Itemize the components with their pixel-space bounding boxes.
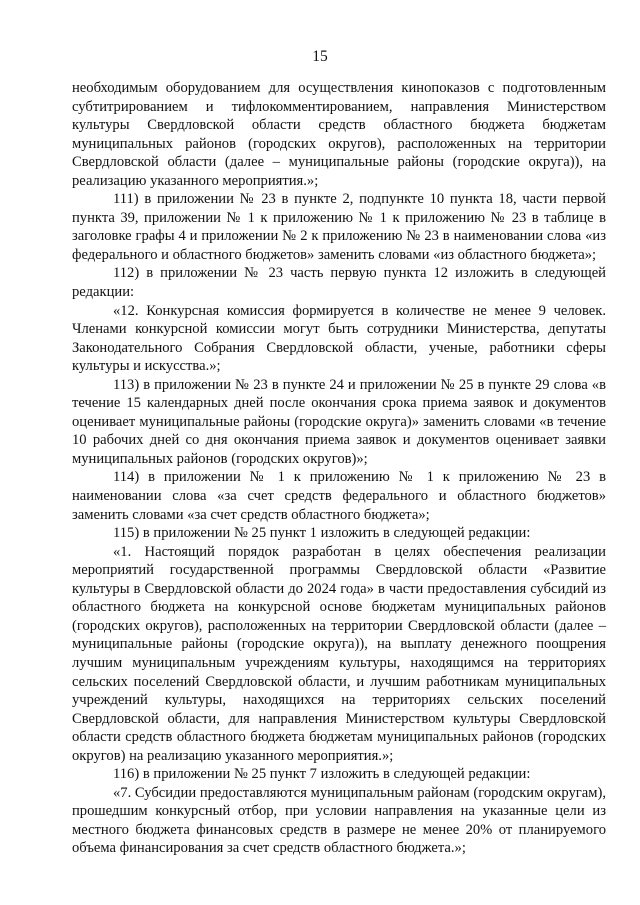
paragraph-quote-7: «7. Субсидии предоставляются муниципальным районам (городским округам), прошедшим конкурсный отбор, при условии направления на указанные цели из местного бюджета финансовых средств в размере не менее 20% от планируемого объема финансирования за счет средств областного бюджета.»; (72, 784, 606, 857)
document-body (72, 79, 606, 858)
paragraph-item-116: 116) в приложении № 25 пункт 7 изложить в следующей редакции: (113, 766, 531, 783)
paragraph-item-115: 115) в приложении № 25 пункт 1 изложить в следующей редакции: (113, 525, 531, 542)
paragraph-item-111: 111) в приложении № 23 в пункте 2, подпункте 10 пункта 18, части первой пункта 39, приложении № 1 к приложению № 1 к приложению № 23 в таблице в заголовке графы 4 и приложении № 2 к приложению № 23 в наименовании слова «из федерального и областного бюджетов» заменить словами «из областного бюджета»; (72, 191, 606, 263)
paragraph-quote-12: «12. Конкурсная комиссия формируется в количестве не менее 9 человек. Членами конкурсной комиссии могут быть сотрудники Министерства, депутаты Законодательного Собрания Свердловской области, ученые, работники сферы культуры и искусства.»; (72, 302, 606, 375)
paragraph-continuation: необходимым оборудованием для осуществления кинопоказов с подготовленным субтитрированием и тифлокомментированием, направления Министерством культуры Свердловской области средств областного бюджета бюджетам муниципальных районов (городских округов), расположенных на территории Свердловской области (далее – муниципальные районы (городские округа)), на реализацию указанного мероприятия.»; (72, 80, 606, 189)
page-number: 15 (312, 48, 328, 65)
paragraph-item-113: 113) в приложении № 23 в пункте 24 и приложении № 25 в пункте 29 слова «в течение 15 календарных дней после окончания срока приема заявок и документов оценивает муниципальные районы (городские округа)» заменить словами «в течение 10 рабочих дней со дня окончания приема заявок и документов оценивает заявки муниципальных районов (городских округов)»; (72, 376, 606, 467)
paragraph-item-114: 114) в приложении № 1 к приложению № 1 к приложению № 23 в наименовании слова «за счет средств федерального и областного бюджетов» заменить словами «за счет средств областного бюджета»; (72, 469, 606, 523)
paragraph-quote-1: «1. Настоящий порядок разработан в целях обеспечения реализации мероприятий государственной программы Свердловской области «Развитие культуры в Свердловской области до 2024 года» в части предоставления субсидий из областного бюджета на конкурсной основе бюджетам муниципальных районов (городских округов), расположенных на территории Свердловской области (далее – муниципальные районы (городские округа)), на выплату денежного поощрения лучшим муниципальным учреждениям культуры, находящимся на территориях сельских поселений Свердловской области, и лучшим работникам муниципальных учреждений культуры, находящихся на территориях сельских поселений Свердловской области, для направления Министерством культуры Свердловской области средств областного бюджета бюджетам муниципальных районов (городских округов) на реализацию указанного мероприятия.»; (72, 543, 606, 764)
paragraph-item-112: 112) в приложении № 23 часть первую пункта 12 изложить в следующей редакции: (72, 265, 606, 301)
